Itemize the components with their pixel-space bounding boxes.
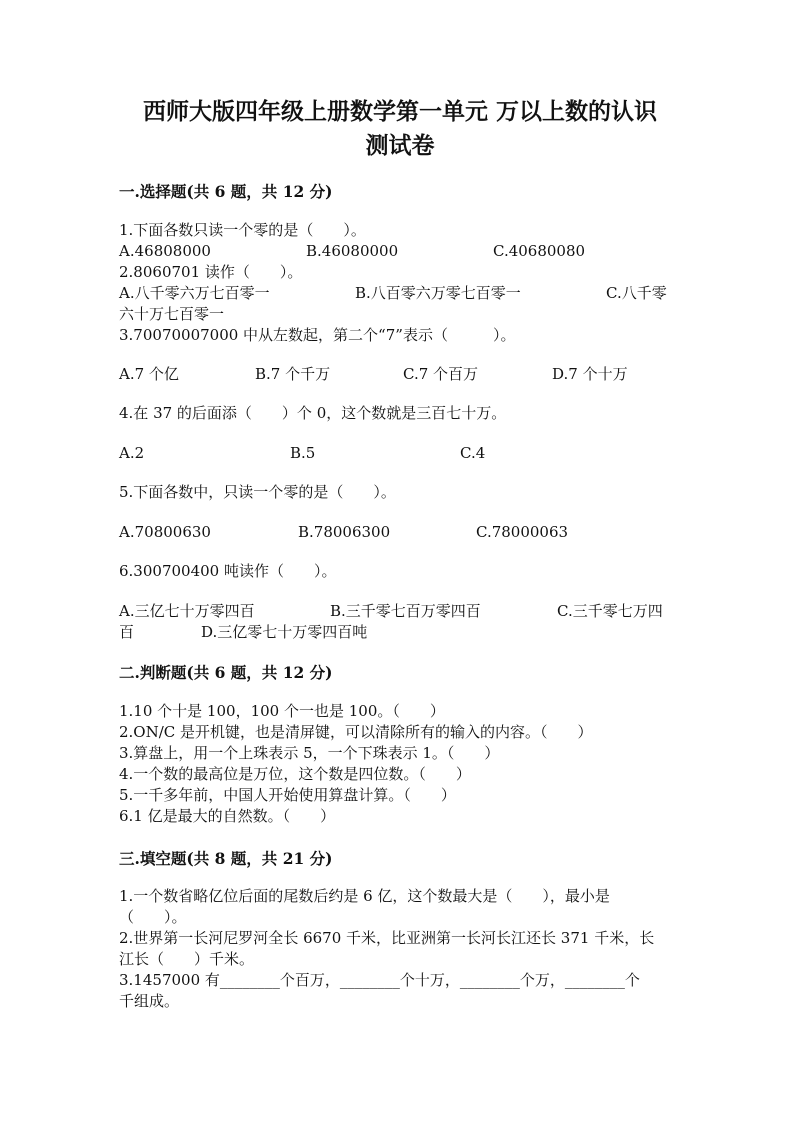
page-title-line1: 西师大版四年级上册数学第一单元 万以上数的认识: [142, 98, 657, 125]
section-heading-multiple-choice: 一.选择题(共 6 题，共 12 分): [119, 182, 333, 201]
question-1-option-c: C.40680080: [493, 242, 586, 260]
question-3-option-c: C.7 个百万: [403, 365, 479, 383]
question-3-option-d: D.7 个十万: [552, 365, 628, 383]
fill-in-line-2: （ ）。: [119, 908, 187, 926]
question-5-option-c: C.78000063: [476, 523, 569, 541]
question-1-option-b: B.46080000: [306, 242, 399, 260]
question-2-option-c-continued: 六十万七百零一: [119, 305, 225, 323]
judgment-item-1: 1.10 个十是 100，100 个一也是 100。（ ）: [119, 702, 445, 720]
section-heading-fill-in: 三.填空题(共 8 题，共 21 分): [119, 849, 333, 868]
question-5-stem: 5.下面各数中，只读一个零的是（ ）。: [119, 483, 396, 501]
question-6-option-b: B.三千零七百万零四百: [330, 602, 481, 620]
fill-in-line-6: 千组成。: [119, 992, 180, 1010]
question-3-option-a: A.7 个亿: [119, 365, 179, 383]
question-1-option-a: A.46808000: [119, 242, 211, 260]
question-4-option-b: B.5: [290, 444, 316, 462]
section-heading-true-false: 二.判断题(共 6 题，共 12 分): [119, 663, 333, 682]
question-1-stem: 1.下面各数只读一个零的是（ ）。: [119, 221, 366, 239]
question-3-stem: 3.70070007000 中从左数起，第二个“7”表示（ ）。: [119, 326, 516, 344]
fill-in-line-4: 江长（ ）千米。: [119, 950, 255, 968]
judgment-item-4: 4.一个数的最高位是万位，这个数是四位数。（ ）: [119, 765, 471, 783]
question-2-option-b: B.八百零六万零七百零一: [355, 284, 521, 302]
question-2-option-a: A.八千零六万七百零一: [119, 284, 270, 302]
judgment-item-6: 6.1 亿是最大的自然数。（ ）: [119, 807, 336, 825]
question-6-option-c: C.三千零七万四: [557, 602, 663, 620]
judgment-item-3: 3.算盘上，用一个上珠表示 5，一个下珠表示 1。（ ）: [119, 744, 500, 762]
question-4-option-c: C.4: [460, 444, 486, 462]
question-6-option-a: A.三亿七十万零四百: [119, 602, 255, 620]
question-6-option-d: D.三亿零七十万零四百吨: [201, 623, 368, 641]
question-6-stem: 6.300700400 吨读作（ ）。: [119, 562, 337, 580]
page-title-line2: 测试卷: [365, 132, 435, 159]
question-5-option-a: A.70800630: [119, 523, 211, 541]
question-3-option-b: B.7 个千万: [255, 365, 331, 383]
question-2-stem: 2.8060701 读作（ ）。: [119, 263, 303, 281]
fill-in-line-5: 3.1457000 有________个百万，________个十万，________个万，________个: [119, 971, 640, 989]
question-5-option-b: B.78006300: [298, 523, 391, 541]
fill-in-line-3: 2.世界第一长河尼罗河全长 6670 千米，比亚洲第一长河长江还长 371 千米，长: [119, 929, 655, 947]
question-4-stem: 4.在 37 的后面添（ ）个 0，这个数就是三百七十万。: [119, 404, 507, 422]
question-6-option-c-continued: 百: [119, 623, 135, 641]
question-4-option-a: A.2: [119, 444, 145, 462]
judgment-item-5: 5.一千多年前，中国人开始使用算盘计算。（ ）: [119, 786, 456, 804]
judgment-item-2: 2.ON/C 是开机键，也是清屏键，可以清除所有的输入的内容。（ ）: [119, 723, 593, 741]
fill-in-line-1: 1.一个数省略亿位后面的尾数后约是 6 亿，这个数最大是（ ），最小是: [119, 887, 610, 905]
question-2-option-c: C.八千零: [606, 284, 667, 302]
